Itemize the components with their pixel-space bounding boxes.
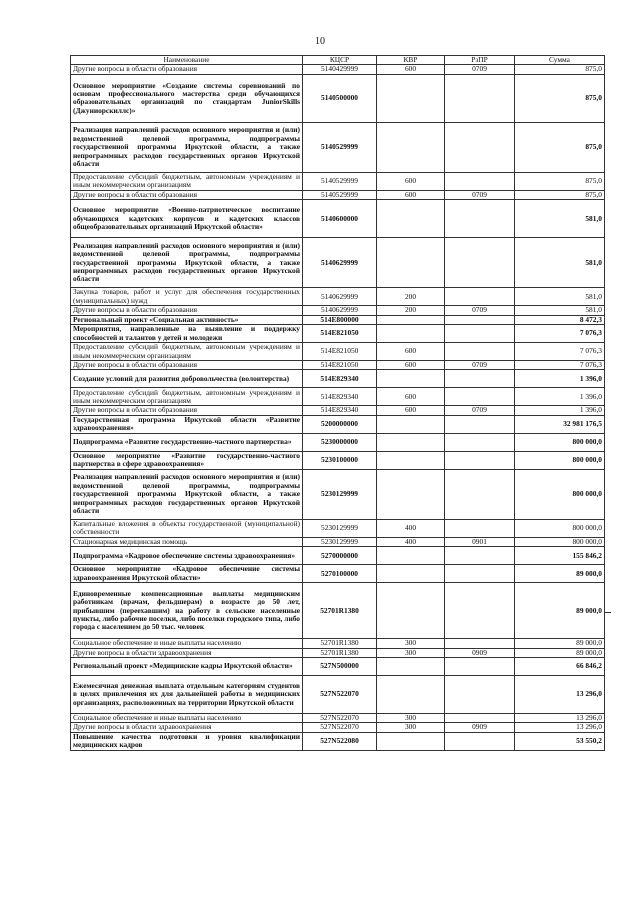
cell-kvr [377,433,445,451]
cell-kcsr: 52701R1380 [303,583,377,639]
cell-kvr [377,469,445,519]
cell-kvr [377,676,445,714]
cell-kvr [377,451,445,469]
table-row [71,433,605,451]
cell-rzpr [445,676,515,714]
cell-kcsr: 5230000000 [303,433,377,451]
cell-kcsr: 5140600000 [303,200,377,238]
table-row [71,415,605,433]
header-kcsr: КЦСР [303,56,377,65]
table-row [71,537,605,546]
cell-rzpr: 0909 [445,723,515,732]
cell-kcsr: 527N522070 [303,676,377,714]
cell-rzpr [445,343,515,361]
cell-sum: 800 000,0 [515,519,605,537]
table-row [71,306,605,315]
cell-sum: 13 296,0 [515,676,605,714]
table-row [71,74,605,122]
cell-kvr: 600 [377,388,445,406]
cell-rzpr [445,732,515,750]
cell-rzpr [445,469,515,519]
table-row [71,315,605,324]
table-row [71,639,605,648]
cell-name: Предоставление субсидий бюджетным, автономным учреждениям и иным некоммерческим организациям [71,343,303,361]
cell-kvr: 300 [377,648,445,657]
cell-sum: 89 000,0 [515,648,605,657]
cell-name: Другие вопросы в области образования [71,361,303,370]
table-row [71,676,605,714]
cell-name: Основное мероприятие «Развитие государственно-частного партнерства в сфере здравоохранения» [71,451,303,469]
cell-rzpr [445,519,515,537]
cell-name: Подпрограмма «Развитие государственно-частного партнерства» [71,433,303,451]
cell-sum: 13 296,0 [515,723,605,732]
cell-kvr [377,74,445,122]
cell-kcsr: 5140629999 [303,288,377,306]
cell-kvr: 600 [377,361,445,370]
table-row [71,65,605,74]
cell-kvr: 600 [377,343,445,361]
cell-kcsr: 5140529999 [303,190,377,199]
header-name: Наименование [71,56,303,65]
cell-kcsr: 5230129999 [303,469,377,519]
cell-name: Другие вопросы в области образования [71,190,303,199]
cell-kcsr: 5200000000 [303,415,377,433]
table-row [71,469,605,519]
table-row [71,238,605,288]
cell-rzpr [445,370,515,388]
cell-rzpr [445,451,515,469]
budget-table [70,55,605,751]
table-row [71,547,605,565]
cell-name: Предоставление субсидий бюджетным, автономным учреждениям и иным некоммерческим организациям [71,172,303,190]
cell-sum: 800 000,0 [515,469,605,519]
cell-sum: 875,0 [515,65,605,74]
cell-kvr [377,238,445,288]
cell-kcsr: 5140529999 [303,172,377,190]
table-header-row [71,56,605,65]
cell-name: Реализация направлений расходов основного мероприятия и (или) ведомственной целевой программы, подпрограммы государственной программы Иркутской области, а также непрограммных расходов государственных органов Иркутской области [71,238,303,288]
cell-name: Социальное обеспечение и иные выплаты населению [71,639,303,648]
cell-rzpr [445,315,515,324]
cell-kcsr: 514E829340 [303,370,377,388]
cell-kvr: 200 [377,288,445,306]
cell-kcsr: 5140529999 [303,122,377,172]
cell-name: Другие вопросы в области здравоохранения [71,648,303,657]
cell-rzpr [445,122,515,172]
cell-kcsr: 5270100000 [303,565,377,583]
cell-name: Основное мероприятие «Кадровое обеспечение системы здравоохранения Иркутской области» [71,565,303,583]
margin-mark [605,612,611,613]
cell-name: Предоставление субсидий бюджетным, автономным учреждениям и иным некоммерческим организациям [71,388,303,406]
cell-rzpr: 0909 [445,648,515,657]
cell-kvr: 600 [377,406,445,415]
cell-rzpr [445,714,515,723]
table-row [71,714,605,723]
cell-rzpr [445,415,515,433]
cell-rzpr: 0901 [445,537,515,546]
header-rzpr: РзПР [445,56,515,65]
table-row [71,343,605,361]
cell-kvr [377,732,445,750]
cell-sum: 1 396,0 [515,406,605,415]
cell-rzpr [445,288,515,306]
cell-sum: 1 396,0 [515,370,605,388]
cell-name: Закупка товаров, работ и услуг для обеспечения государственных (муниципальных) нужд [71,288,303,306]
cell-sum: 89 000,0 [515,639,605,648]
cell-kvr [377,315,445,324]
cell-rzpr [445,547,515,565]
cell-kvr [377,370,445,388]
cell-sum: 800 000,0 [515,451,605,469]
cell-rzpr: 0709 [445,65,515,74]
table-row [71,190,605,199]
cell-sum: 32 981 176,5 [515,415,605,433]
cell-sum: 8 472,3 [515,315,605,324]
table-row [71,732,605,750]
cell-sum: 581,0 [515,288,605,306]
cell-kvr [377,325,445,343]
cell-kcsr: 514E800000 [303,315,377,324]
cell-name: Социальное обеспечение и иные выплаты населению [71,714,303,723]
cell-kvr: 300 [377,723,445,732]
cell-sum: 89 000,0 [515,565,605,583]
cell-sum: 155 846,2 [515,547,605,565]
cell-name: Реализация направлений расходов основного мероприятия и (или) ведомственной целевой программы, подпрограммы государственной программы Иркутской области, а также непрограммных расходов государственных органов Иркутской области [71,469,303,519]
cell-rzpr: 0709 [445,190,515,199]
cell-kvr [377,583,445,639]
table-row [71,288,605,306]
cell-kcsr: 5230100000 [303,451,377,469]
cell-name: Региональный проект «Социальная активность» [71,315,303,324]
cell-kvr: 600 [377,190,445,199]
cell-sum: 13 296,0 [515,714,605,723]
cell-kcsr: 5140429999 [303,65,377,74]
cell-kcsr: 5230129999 [303,519,377,537]
cell-name: Ежемесячная денежная выплата отдельным категориям студентов в целях привлечения их для дальнейшей работы в медицинских организациях, расположенных на территории Иркутской области [71,676,303,714]
cell-rzpr [445,200,515,238]
cell-kvr: 600 [377,172,445,190]
table-row [71,648,605,657]
table-row [71,565,605,583]
cell-sum: 581,0 [515,238,605,288]
table-row [71,583,605,639]
cell-kvr: 400 [377,537,445,546]
cell-kcsr: 514E821050 [303,361,377,370]
cell-rzpr [445,325,515,343]
cell-sum: 875,0 [515,122,605,172]
cell-rzpr: 0709 [445,361,515,370]
cell-kcsr: 514E829340 [303,406,377,415]
cell-sum: 875,0 [515,190,605,199]
cell-rzpr: 0709 [445,306,515,315]
cell-name: Подпрограмма «Кадровое обеспечение системы здравоохранения» [71,547,303,565]
table-row [71,519,605,537]
cell-kvr: 200 [377,306,445,315]
cell-sum: 7 076,3 [515,325,605,343]
cell-sum: 53 550,2 [515,732,605,750]
cell-kcsr: 5230129999 [303,537,377,546]
cell-sum: 66 846,2 [515,658,605,676]
cell-rzpr [445,583,515,639]
cell-kcsr: 514E821050 [303,343,377,361]
table-row [71,370,605,388]
table-row [71,723,605,732]
cell-name: Стационарная медицинская помощь [71,537,303,546]
cell-kcsr: 52701R1380 [303,639,377,648]
cell-name: Другие вопросы в области образования [71,406,303,415]
cell-kcsr: 514E821050 [303,325,377,343]
table-row [71,172,605,190]
cell-name: Создание условий для развития добровольчества (волонтерства) [71,370,303,388]
cell-name: Повышение качества подготовки и уровня квалификации медицинских кадров [71,732,303,750]
cell-kcsr: 5140629999 [303,238,377,288]
cell-sum: 7 076,3 [515,361,605,370]
cell-kvr: 300 [377,639,445,648]
cell-name: Другие вопросы в области образования [71,306,303,315]
table-row [71,325,605,343]
header-kvr: КВР [377,56,445,65]
page-number: 10 [315,36,325,47]
cell-kcsr: 527N522070 [303,723,377,732]
cell-rzpr [445,658,515,676]
cell-kcsr: 527N500000 [303,658,377,676]
table-row [71,451,605,469]
cell-name: Реализация направлений расходов основного мероприятия и (или) ведомственной целевой программы, подпрограммы государственной программы Иркутской области, а также непрограммных расходов государственных органов Иркутской области [71,122,303,172]
table-body [71,65,605,750]
cell-kvr [377,565,445,583]
table-row [71,658,605,676]
cell-rzpr [445,639,515,648]
cell-sum: 875,0 [515,74,605,122]
cell-sum: 800 000,0 [515,433,605,451]
cell-kvr: 400 [377,519,445,537]
table-row [71,200,605,238]
cell-sum: 875,0 [515,172,605,190]
table-row [71,122,605,172]
cell-kvr: 600 [377,65,445,74]
cell-name: Единовременные компенсационные выплаты медицинским работникам (врачам, фельдшерам) в возрасте до 50 лет, прибывшим (переехавшим) на работу в сельские населенные пункты, либо рабочие поселки, либо поселки городского типа, либо города с населением до 50 тыс. человек [71,583,303,639]
cell-kcsr: 5270000000 [303,547,377,565]
cell-rzpr [445,74,515,122]
cell-kvr: 300 [377,714,445,723]
cell-rzpr [445,172,515,190]
cell-name: Основное мероприятие «Создание системы соревнований по основам профессионального мастерства среди обучающихся образовательных организаций по стандартам JuniorSkills (Джуниорскиллс)» [71,74,303,122]
cell-rzpr [445,433,515,451]
cell-sum: 89 000,0 [515,583,605,639]
cell-kcsr: 527N522080 [303,732,377,750]
cell-kcsr: 5140629999 [303,306,377,315]
table-row [71,406,605,415]
cell-name: Государственная программа Иркутской области «Развитие здравоохранения» [71,415,303,433]
header-sum: Сумма [515,56,605,65]
cell-sum: 581,0 [515,200,605,238]
cell-kcsr: 527N522070 [303,714,377,723]
cell-name: Другие вопросы в области образования [71,65,303,74]
cell-rzpr: 0709 [445,406,515,415]
cell-name: Региональный проект «Медицинские кадры Иркутской области» [71,658,303,676]
cell-kvr [377,415,445,433]
cell-kvr [377,547,445,565]
cell-kcsr: 514E829340 [303,388,377,406]
cell-rzpr [445,238,515,288]
cell-sum: 1 396,0 [515,388,605,406]
cell-sum: 581,0 [515,306,605,315]
cell-kvr [377,122,445,172]
cell-kvr [377,658,445,676]
cell-rzpr [445,388,515,406]
cell-name: Основное мероприятие «Военно-патриотическое воспитание обучающихся кадетских корпусов и кадетских классов общеобразовательных организаций Иркутской области» [71,200,303,238]
cell-rzpr [445,565,515,583]
cell-kcsr: 52701R1380 [303,648,377,657]
cell-name: Мероприятия, направленные на выявление и поддержку способностей и талантов у детей и молодежи [71,325,303,343]
cell-name: Капитальные вложения в объекты государственной (муниципальной) собственности [71,519,303,537]
table-row [71,361,605,370]
cell-kvr [377,200,445,238]
cell-sum: 800 000,0 [515,537,605,546]
cell-sum: 7 076,3 [515,343,605,361]
table-row [71,388,605,406]
cell-kcsr: 5140500000 [303,74,377,122]
cell-name: Другие вопросы в области здравоохранения [71,723,303,732]
